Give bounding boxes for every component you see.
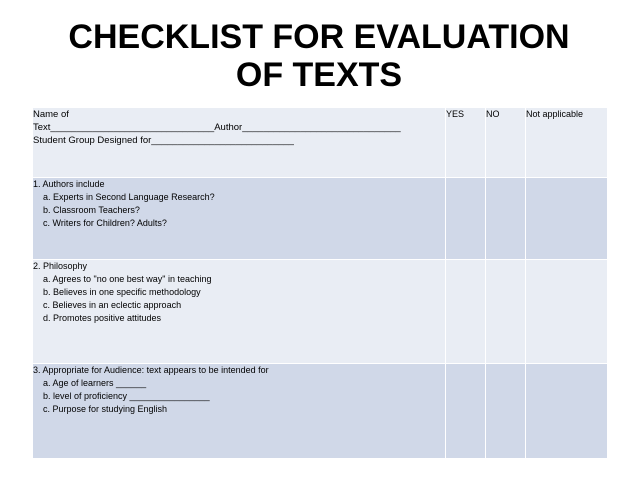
text-info-cell	[33, 108, 446, 178]
column-header-yes: YES	[446, 108, 486, 178]
question-cell-philosophy	[33, 260, 446, 364]
question-item: b. level of proficiency ________________	[43, 391, 210, 401]
table-row	[33, 364, 608, 459]
checklist-table	[32, 107, 608, 459]
column-header-not-applicable: Not applicable	[526, 108, 608, 178]
student-group-field: Student Group Designed for___________________________	[33, 135, 294, 146]
question-item: d. Promotes positive attitudes	[43, 313, 162, 323]
table-row	[33, 178, 608, 260]
yes-cell	[446, 178, 486, 260]
name-of-text-label: Name of	[33, 109, 69, 120]
table-header-row	[33, 108, 608, 178]
page-title-line-1: CHECKLIST FOR EVALUATION	[68, 18, 570, 56]
question-item: c. Believes in an eclectic approach	[43, 300, 182, 310]
table-row	[33, 260, 608, 364]
column-header-no: NO	[486, 108, 526, 178]
question-cell-audience	[33, 364, 446, 459]
question-item: b. Classroom Teachers?	[43, 205, 140, 215]
no-cell	[486, 364, 526, 459]
question-item: b. Believes in one specific methodology	[43, 287, 201, 297]
question-cell-authors	[33, 178, 446, 260]
not-applicable-cell	[526, 178, 608, 260]
question-heading: 2. Philosophy	[33, 261, 88, 271]
question-item: c. Writers for Children? Adults?	[43, 218, 167, 228]
not-applicable-cell	[526, 364, 608, 459]
question-item: a. Age of learners ______	[43, 378, 147, 388]
text-author-field: Text_______________________________Author______________________________	[33, 122, 401, 133]
page-title-line-2: OF TEXTS	[235, 56, 403, 94]
yes-cell	[446, 364, 486, 459]
question-heading: 3. Appropriate for Audience: text appears to be intended for	[33, 365, 269, 375]
no-cell	[486, 260, 526, 364]
no-cell	[486, 178, 526, 260]
question-item: c. Purpose for studying English	[43, 404, 168, 414]
not-applicable-cell	[526, 260, 608, 364]
question-heading: 1. Authors include	[33, 179, 105, 189]
question-item: a. Agrees to "no one best way" in teaching	[43, 274, 212, 284]
question-item: a. Experts in Second Language Research?	[43, 192, 215, 202]
yes-cell	[446, 260, 486, 364]
page-title	[0, 18, 638, 94]
